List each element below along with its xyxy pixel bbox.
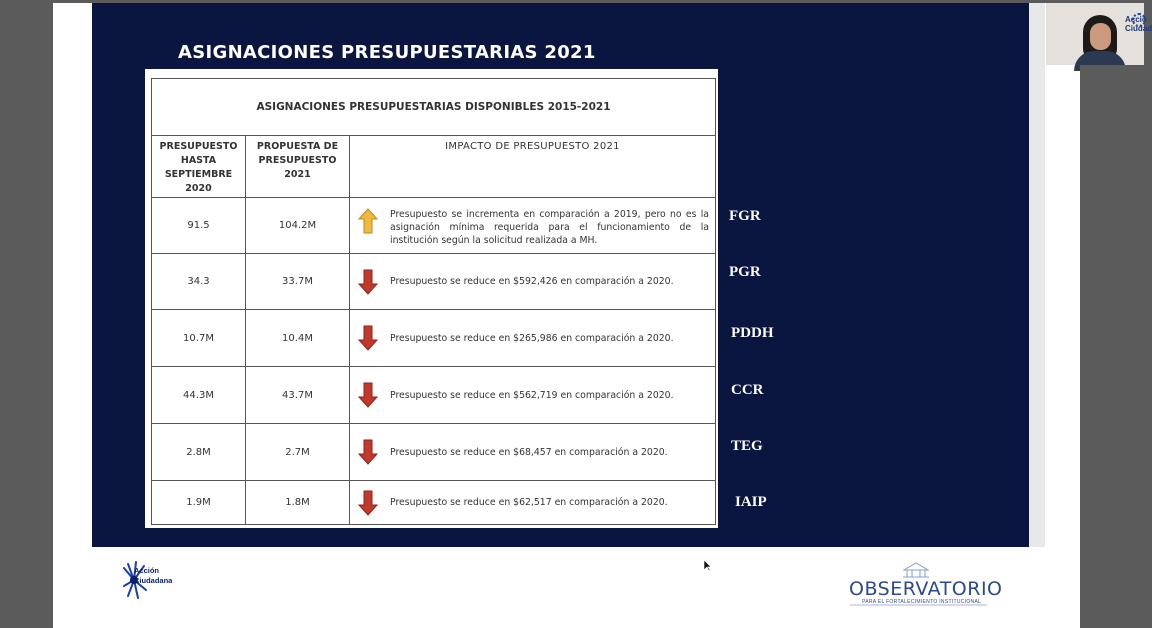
row-label-ccr: CCR (731, 382, 764, 398)
header-proposal-2021: PROPUESTA DE PRESUPUESTO 2021 (246, 136, 350, 198)
webcam-logo-line2: Ciudad (1125, 24, 1152, 33)
slide-title: ASIGNACIONES PRESUPUESTARIAS 2021 (178, 42, 596, 63)
impact-text: Presupuesto se reduce en $592,426 en comparación a 2020. (390, 276, 674, 287)
proposal-2021-cell: 1.8M (246, 481, 350, 525)
budget-2020-cell: 34.3 (152, 254, 246, 310)
proposal-2021-cell: 2.7M (246, 424, 350, 481)
participant-face (1090, 23, 1111, 50)
budget-2020-cell: 10.7M (152, 310, 246, 367)
arrow-down-icon (358, 439, 378, 465)
table-row (152, 424, 716, 481)
logo-line1: Acción (134, 566, 160, 575)
arrow-up-icon (358, 208, 378, 234)
row-label-pddh: PDDH (731, 325, 774, 341)
budget-2020-cell: 91.5 (152, 198, 246, 254)
impact-text: Presupuesto se reduce en $62,517 en comparación a 2020. (390, 497, 668, 508)
observatorio-logo-text: OBSERVATORIO (849, 578, 1003, 600)
slide-edge (1029, 3, 1045, 547)
budget-2020-cell: 44.3M (152, 367, 246, 424)
arrow-down-icon (358, 382, 378, 408)
screen-share-gutter (1080, 65, 1144, 628)
impact-text: Presupuesto se reduce en $68,457 en comparación a 2020. (390, 446, 668, 458)
arrow-down-icon (358, 490, 378, 516)
impact-text: Presupuesto se incrementa en comparación a 2019, pero no es la asignación mínima requerida para el funcionamiento de la institución según la solicitud realizada a MH. (390, 209, 709, 246)
budget-table-image (145, 69, 718, 528)
mouse-cursor-icon (704, 560, 712, 572)
accion-ciudadana-logo-text (134, 566, 172, 586)
budget-2020-cell: 1.9M (152, 481, 246, 525)
header-impact-2021: IMPACTO DE PRESUPUESTO 2021 (350, 136, 716, 198)
budget-table (151, 78, 716, 525)
proposal-2021-cell: 104.2M (246, 198, 350, 254)
logo-line2: Ciudadana (134, 576, 173, 585)
arrow-down-icon (358, 269, 378, 295)
table-row (152, 198, 716, 254)
header-budget-2020: PRESUPUESTO HASTA SEPTIEMBRE 2020 (152, 136, 246, 198)
impact-text: Presupuesto se reduce en $562,719 en comparación a 2020. (390, 389, 674, 401)
arrow-down-icon (358, 325, 378, 351)
table-row (152, 254, 716, 310)
table-row (152, 367, 716, 424)
webcam-logo-line1: Acció (1125, 15, 1147, 24)
table-row (152, 481, 716, 525)
webcam-background-logo-text (1125, 15, 1152, 33)
table-row (152, 310, 716, 367)
row-label-teg: TEG (731, 438, 763, 454)
impact-text: Presupuesto se reduce en $265,986 en comparación a 2020. (390, 332, 674, 344)
proposal-2021-cell: 33.7M (246, 254, 350, 310)
budget-2020-cell: 2.8M (152, 424, 246, 481)
row-label-pgr: PGR (729, 264, 761, 280)
observatorio-logo-subtitle: PARA EL FORTALECIMIENTO INSTITUCIONAL (862, 599, 982, 605)
table-title: ASIGNACIONES PRESUPUESTARIAS DISPONIBLES 2015-2021 (152, 79, 716, 136)
webcam-thumbnail[interactable] (1046, 3, 1152, 65)
proposal-2021-cell: 43.7M (246, 367, 350, 424)
proposal-2021-cell: 10.4M (246, 310, 350, 367)
row-label-fgr: FGR (729, 208, 761, 224)
row-label-iaip: IAIP (735, 494, 767, 510)
